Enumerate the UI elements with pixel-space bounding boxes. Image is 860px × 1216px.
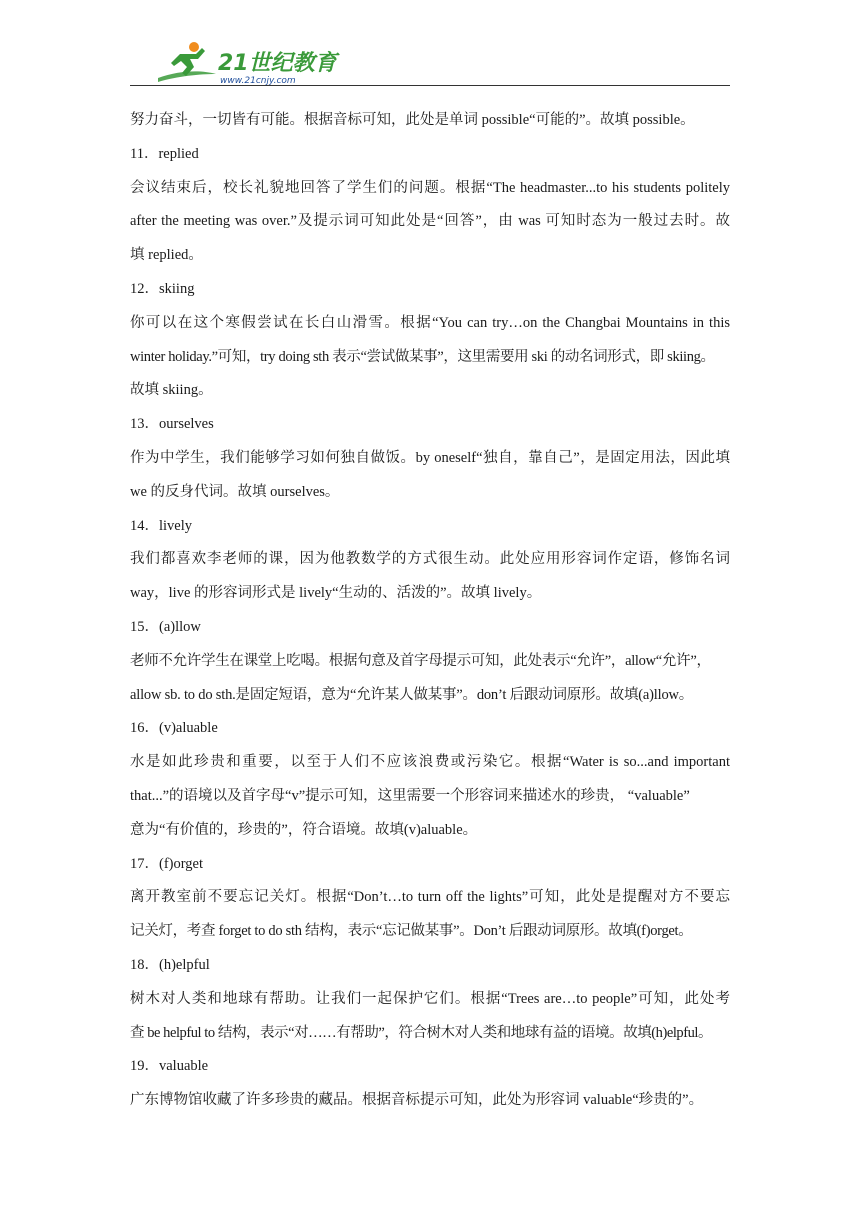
question-answer: 17．(f)orget — [130, 855, 204, 872]
question-answer: 13．ourselves — [130, 416, 214, 433]
text-line: 你可以在这个寒假尝试在长白山滑雪。根据“You can try…on the Changbai Mountains in this — [130, 314, 730, 331]
question-answer: 11．replied — [130, 145, 199, 162]
site-logo — [150, 40, 337, 86]
text-line: 离开教室前不要忘记关灯。根据“Don’t…to turn off the lights”可知，此处是提醒对方不要忘 — [130, 889, 730, 906]
text-line: 广东博物馆收藏了许多珍贵的藏品。根据音标提示可知，此处为形容词 valuable“珍贵的”。 — [130, 1092, 704, 1109]
text-line: 努力奋斗，一切皆有可能。根据音标可知，此处是单词 possible“可能的”。故填 possible。 — [130, 112, 695, 128]
question-answer: 18．(h)elpful — [130, 956, 210, 973]
text-line: 填 replied。 — [130, 247, 203, 264]
text-line: 树木对人类和地球有帮助。让我们一起保护它们。根据“Trees are…to people”可知，此处考 — [130, 990, 730, 1007]
question-answer: 12．skiing — [130, 280, 195, 297]
question-answer: 16．(v)aluable — [130, 720, 218, 737]
text-line: winter holiday.”可知，try doing sth 表示“尝试做某事”，这里需要用 ski 的动名词形式，即 skiing。 — [130, 348, 715, 365]
logo-url: www.21cnjy.com — [220, 76, 296, 86]
header-divider — [130, 85, 730, 86]
text-line: 意为“有价值的，珍贵的”，符合语境。故填(v)aluable。 — [130, 821, 478, 838]
question-answer: 14．lively — [130, 517, 193, 534]
page-header — [130, 38, 730, 88]
text-line: we 的反身代词。故填 ourselves。 — [130, 483, 340, 500]
text-line: 查 be helpful to 结构，表示“对……有帮助”，符合树木对人类和地球有益的语境。故填(h)elpful。 — [130, 1024, 713, 1041]
text-line: 故填 skiing。 — [130, 382, 213, 399]
logo-wordmark: 21世纪教育 — [218, 51, 337, 76]
text-line: after the meeting was over.”及提示词可知此处是“回答”，由 was 可知时态为一般过去时。故 — [130, 213, 730, 230]
text-line: 水是如此珍贵和重要，以至于人们不应该浪费或污染它。根据“Water is so...and important — [130, 754, 730, 771]
text-line: 我们都喜欢李老师的课，因为他教数学的方式很生动。此处应用形容词作定语，修饰名词 — [130, 551, 730, 568]
text-line: 会议结束后，校长礼貌地回答了学生们的问题。根据“The headmaster...to his students politely — [130, 179, 730, 196]
text-line: 老师不允许学生在课堂上吃喝。根据句意及首字母提示可知，此处表示“允许”，allow“允许”， — [130, 652, 711, 669]
text-line: way，live 的形容词形式是 lively“生动的、活泼的”。故填 lively。 — [130, 585, 542, 602]
text-line: allow sb. to do sth.是固定短语，意为“允许某人做某事”。don’t 后跟动词原形。故填(a)llow。 — [130, 686, 694, 703]
text-line: 作为中学生，我们能够学习如何独自做饭。by oneself“独自，靠自己”，是固定用法，因此填 — [130, 449, 730, 466]
text-line: that...”的语境以及首字母“v”提示可知，这里需要一个形容词来描述水的珍贵， “valuable” — [130, 787, 690, 804]
answer-explanations — [130, 104, 730, 1118]
runner-icon — [158, 42, 216, 82]
text-line: 记关灯，考查 forget to do sth 结构，表示“忘记做某事”。Don’t 后跟动词原形。故填(f)orget。 — [130, 923, 693, 940]
question-answer: 19．valuable — [130, 1058, 209, 1075]
question-answer: 15．(a)llow — [130, 618, 201, 635]
